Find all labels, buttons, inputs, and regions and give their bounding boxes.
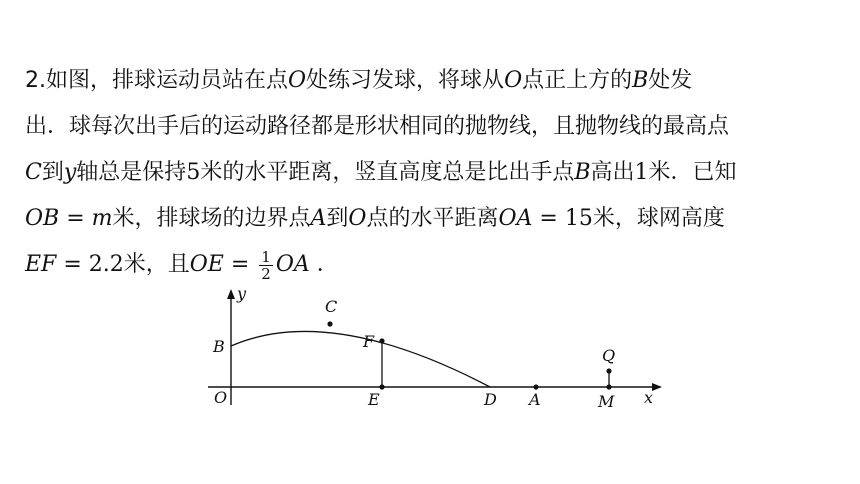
text: 轴总是保持 xyxy=(76,160,187,185)
var-C: C xyxy=(25,160,42,185)
label-y: y xyxy=(237,285,247,303)
equals-15: = 15 xyxy=(532,206,593,231)
fraction-numerator: 1 xyxy=(261,247,271,266)
text: 处发 xyxy=(648,68,693,93)
number-1: 1 xyxy=(634,160,649,185)
var-OA: OA xyxy=(498,206,533,231)
label-x: x xyxy=(644,388,654,407)
text: 米，球网高度 xyxy=(592,206,725,231)
label-O: O xyxy=(214,388,228,407)
point-E xyxy=(379,384,384,389)
var-B: B xyxy=(574,160,591,185)
text: 处练习发球，将球从 xyxy=(306,68,505,93)
y-axis-arrow-icon xyxy=(227,289,235,299)
point-M xyxy=(606,384,611,389)
problem-line-3 xyxy=(25,156,845,202)
label-F: F xyxy=(363,332,375,351)
text: 点正上方的 xyxy=(522,68,633,93)
text: 米．已知 xyxy=(648,160,737,185)
label-C: C xyxy=(325,297,338,316)
text: 出．球每次出手后的运动路径都是形状相同的抛物线，且抛物线的最高点 xyxy=(25,114,730,139)
label-D: D xyxy=(484,390,497,409)
label-M: M xyxy=(598,392,615,411)
fraction-one-half xyxy=(259,249,273,282)
text: 米的水平距离，竖直高度总是比出手点 xyxy=(200,160,575,185)
label-Q: Q xyxy=(602,346,616,365)
label-B: B xyxy=(213,337,225,356)
text: 2.如图，排球运动员站在点 xyxy=(25,68,288,93)
equals-2-2: = 2.2 xyxy=(56,252,124,277)
point-A xyxy=(533,384,538,389)
var-O: O xyxy=(288,68,307,93)
text: 米，排球场的边界点 xyxy=(112,206,311,231)
var-A: A xyxy=(310,206,327,231)
problem-line-4 xyxy=(25,202,845,248)
var-OB: OB xyxy=(25,206,60,231)
text: ． xyxy=(309,252,339,277)
volleyball-diagram xyxy=(200,285,670,415)
problem-line-1 xyxy=(25,64,845,110)
label-A: A xyxy=(529,390,541,409)
text: 高出 xyxy=(590,160,635,185)
equals: = xyxy=(223,252,257,277)
x-axis-arrow-icon xyxy=(652,383,662,391)
text: 到 xyxy=(41,160,64,185)
text: 到 xyxy=(326,206,349,231)
problem-line-2 xyxy=(25,110,845,156)
text: 米，且 xyxy=(123,252,190,277)
equals: = xyxy=(59,206,92,231)
point-Q xyxy=(606,368,611,373)
trajectory-parabola xyxy=(231,331,490,387)
var-O: O xyxy=(504,68,523,93)
point-F xyxy=(379,338,384,343)
fraction-denominator: 2 xyxy=(261,264,271,283)
var-EF: EF xyxy=(25,252,57,277)
point-C xyxy=(327,321,332,326)
var-OA: OA xyxy=(275,252,310,277)
var-O: O xyxy=(348,206,367,231)
var-B: B xyxy=(632,68,649,93)
text: 点的水平距离 xyxy=(366,206,499,231)
problem-statement xyxy=(25,64,845,294)
var-OE: OE xyxy=(189,252,224,277)
var-m: m xyxy=(91,206,113,231)
number-5: 5 xyxy=(186,160,201,185)
label-E: E xyxy=(368,390,380,409)
var-y: y xyxy=(63,160,77,185)
